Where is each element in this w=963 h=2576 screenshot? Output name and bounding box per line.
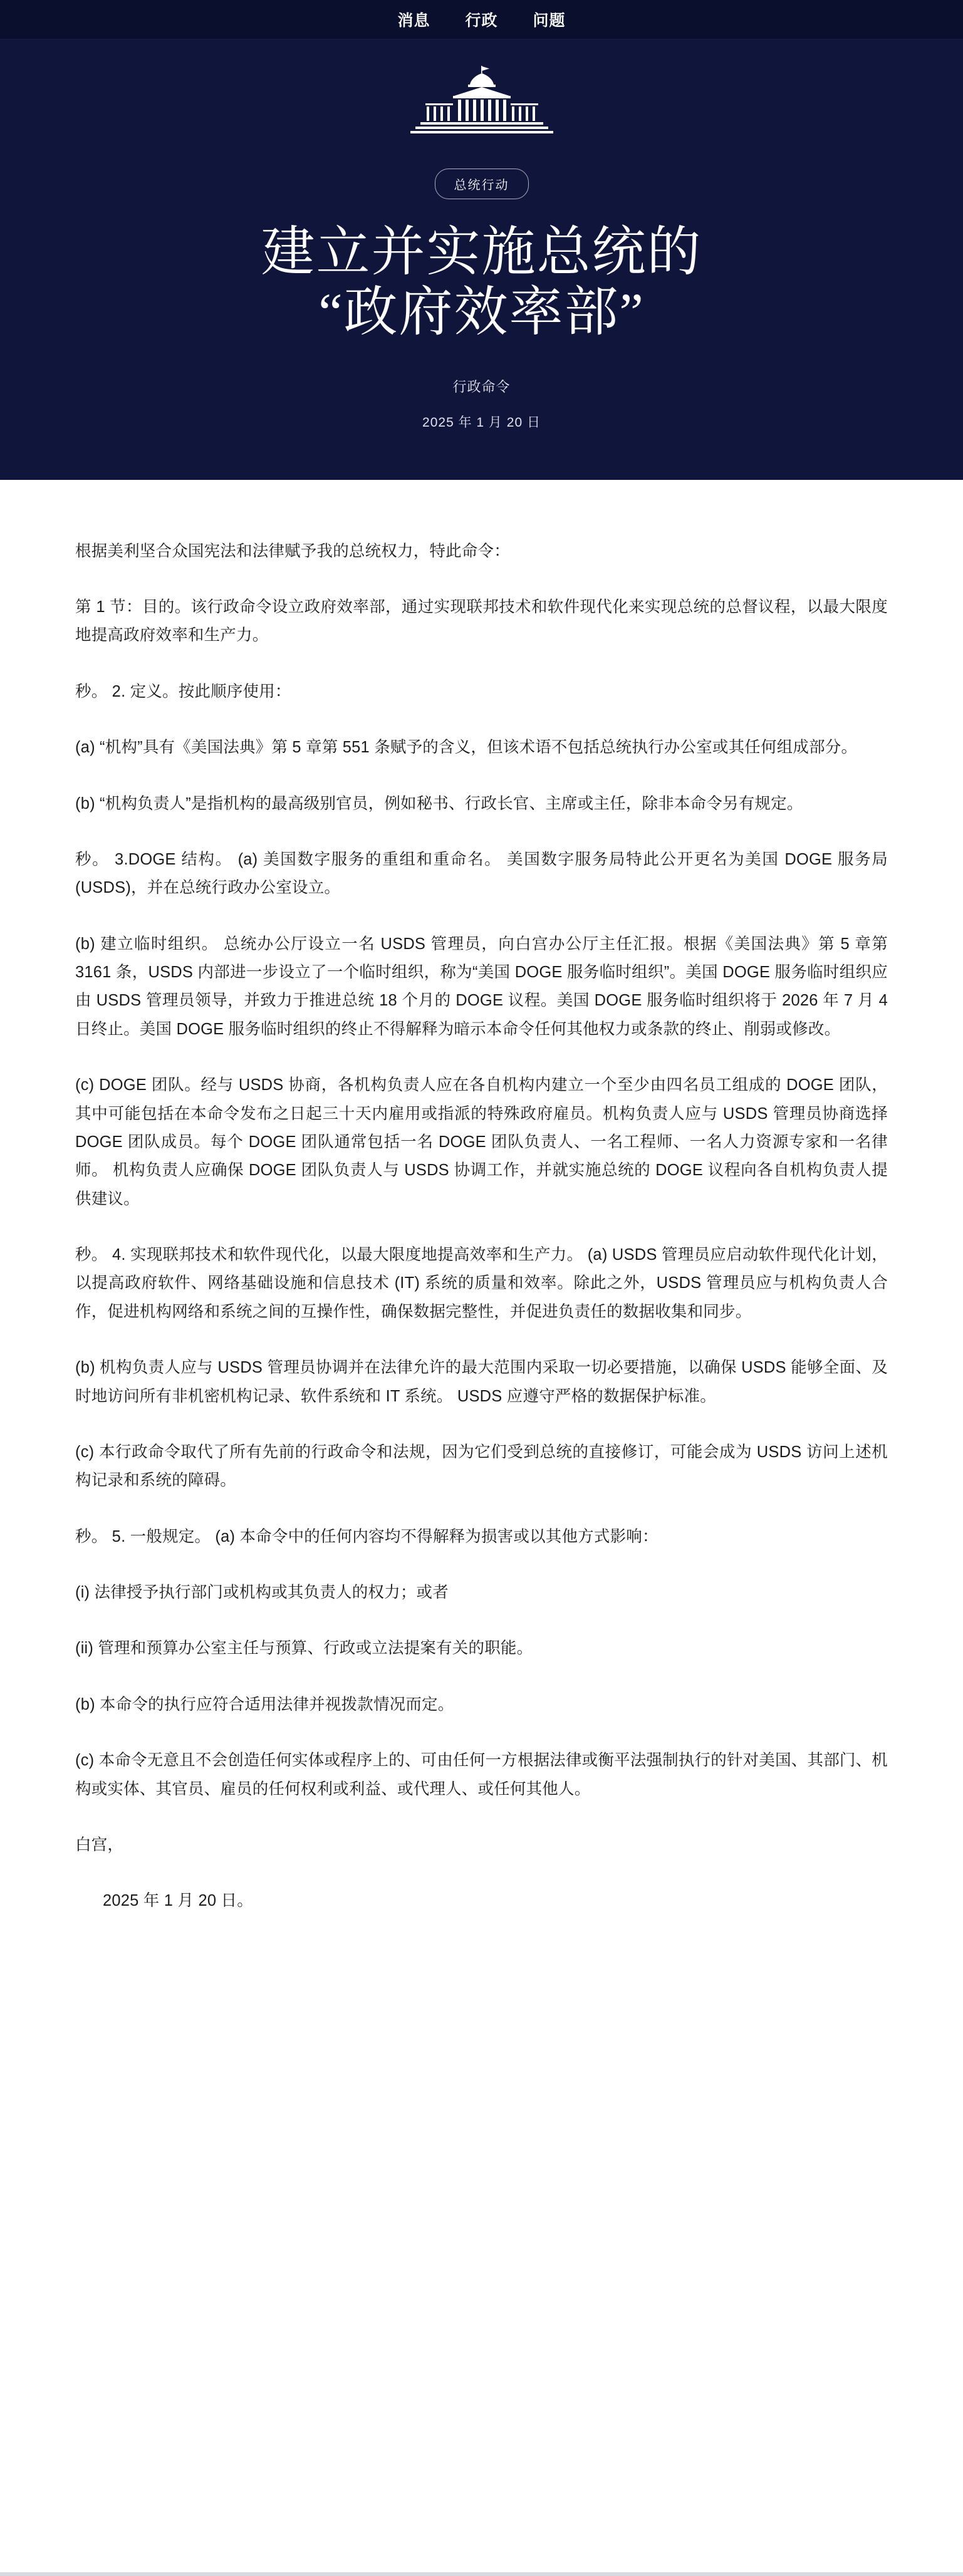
white-house-seal-icon — [388, 65, 576, 140]
nav-item-administration[interactable]: 行政 — [465, 12, 498, 29]
signature-location: 白宫， — [75, 1836, 124, 1854]
status-badge: 总统行动 — [435, 169, 529, 199]
paragraph: 秒。 3.DOGE 结构。 (a) 美国数字服务的重组和重命名。 美国数字服务局特此公开更名为美国 DOGE 服务局 (USDS)，并在总统行政办公室设立。 — [75, 850, 888, 897]
page-bottom-rule — [0, 2572, 963, 2576]
paragraph: (i) 法律授予执行部门或机构或其负责人的权力；或者 — [75, 1584, 449, 1601]
paragraph: (b) 本命令的执行应符合适用法律并视拨款情况而定。 — [75, 1695, 454, 1713]
nav-item-issues[interactable]: 问题 — [533, 12, 566, 29]
paragraph: 根据美利坚合众国宪法和法律赋予我的总统权力，特此命令： — [75, 542, 510, 560]
paragraph: (ii) 管理和预算办公室主任与预算、行政或立法提案有关的职能。 — [75, 1639, 533, 1658]
paragraph: 秒。 5. 一般规定。 (a) 本命令中的任何内容均不得解释为损害或以其他方式影响： — [75, 1527, 658, 1545]
paragraph: (b) 机构负责人应与 USDS 管理员协调并在法律允许的最大范围内采取一切必要措施，以确保 USDS 能够全面、及时地访问所有非机密机构记录、软件系统和 IT 系统。 USDS 应遵守严格的数据保护标准。 — [75, 1359, 888, 1405]
hero-banner — [0, 39, 963, 480]
document-type: 行政命令 — [452, 378, 511, 395]
paragraph: 秒。 2. 定义。按此顺序使用： — [75, 682, 291, 700]
paragraph: (c) 本命令无意且不会创造任何实体或程序上的、可由任何一方根据法律或衡平法强制执行的针对美国、其部门、机构或实体、其官员、雇员的任何权利或利益、或代理人、或任何其他人。 — [75, 1752, 888, 1798]
paragraph: (a) “机构”具有《美国法典》第 5 章第 551 条赋予的含义，但该术语不包括总统执行办公室或其任何组成部分。 — [75, 739, 858, 757]
top-navigation — [0, 0, 963, 39]
paragraph: (c) 本行政命令取代了所有先前的行政命令和法规，因为它们受到总统的直接修订，可能会成为 USDS 访问上述机构记录和系统的障碍。 — [75, 1443, 888, 1490]
page-title — [38, 222, 925, 343]
paragraph: (b) “机构负责人”是指机构的最高级别官员，例如秘书、行政长官、主席或主任，除非本命令另有规定。 — [75, 794, 803, 813]
nav-item-news[interactable]: 消息 — [397, 12, 430, 29]
paragraph: 秒。 4. 实现联邦技术和软件现代化，以最大限度地提高效率和生产力。 (a) USDS 管理员应启动软件现代化计划，以提高政府软件、网络基础设施和信息技术 (IT) 系统的质量和效率。除此之外，USDS 管理员应与机构负责人合作，促进机构网络和系统之间的互操作性，确保数据完整性，并促进负责任的数据收集和同步。 — [75, 1246, 888, 1321]
paragraph: (b) 建立临时组织。 总统办公厅设立一名 USDS 管理员，向白宫办公厅主任汇报。根据《美国法典》第 5 章第 3161 条，USDS 内部进一步设立了一个临时组织，称为“美国 DOGE 服务临时组织”。美国 DOGE 服务临时组织应由 USDS 管理员领导，并致力于推进总统 18 个月的 DOGE 议程。美国 DOGE 服务临时组织将于 2026 年 7 月 4 日终止。美国 DOGE 服务临时组织的终止不得解释为暗示本命令任何其他权力或条款的终止、削弱或修改。 — [75, 935, 888, 1038]
paragraph: (c) DOGE 团队。经与 USDS 协商，各机构负责人应在各自机构内建立一个至少由四名员工组成的 DOGE 团队，其中可能包括在本命令发布之日起三十天内雇用或指派的特殊政府雇员。机构负责人应与 USDS 管理员协商选择 DOGE 团队成员。每个 DOGE 团队通常包括一名 DOGE 团队负责人、一名工程师、一名人力资源专家和一名律师。 机构负责人应确保 DOGE 团队负责人与 USDS 协调工作，并就实施总统的 DOGE 议程向各自机构负责人提供建议。 — [75, 1076, 888, 1208]
paragraph: 第 1 节：目的。该行政命令设立政府效率部，通过实现联邦技术和软件现代化来实现总统的总督议程，以最大限度地提高政府效率和生产力。 — [75, 598, 888, 645]
document-date: 2025 年 1 月 20 日 — [422, 415, 541, 430]
signature-date: 2025 年 1 月 20 日。 — [103, 1892, 253, 1910]
document-body — [0, 480, 963, 1960]
page-title-line2: “政府效率部” — [318, 282, 645, 343]
page-title-line1: 建立并实施总统的 — [261, 222, 702, 282]
